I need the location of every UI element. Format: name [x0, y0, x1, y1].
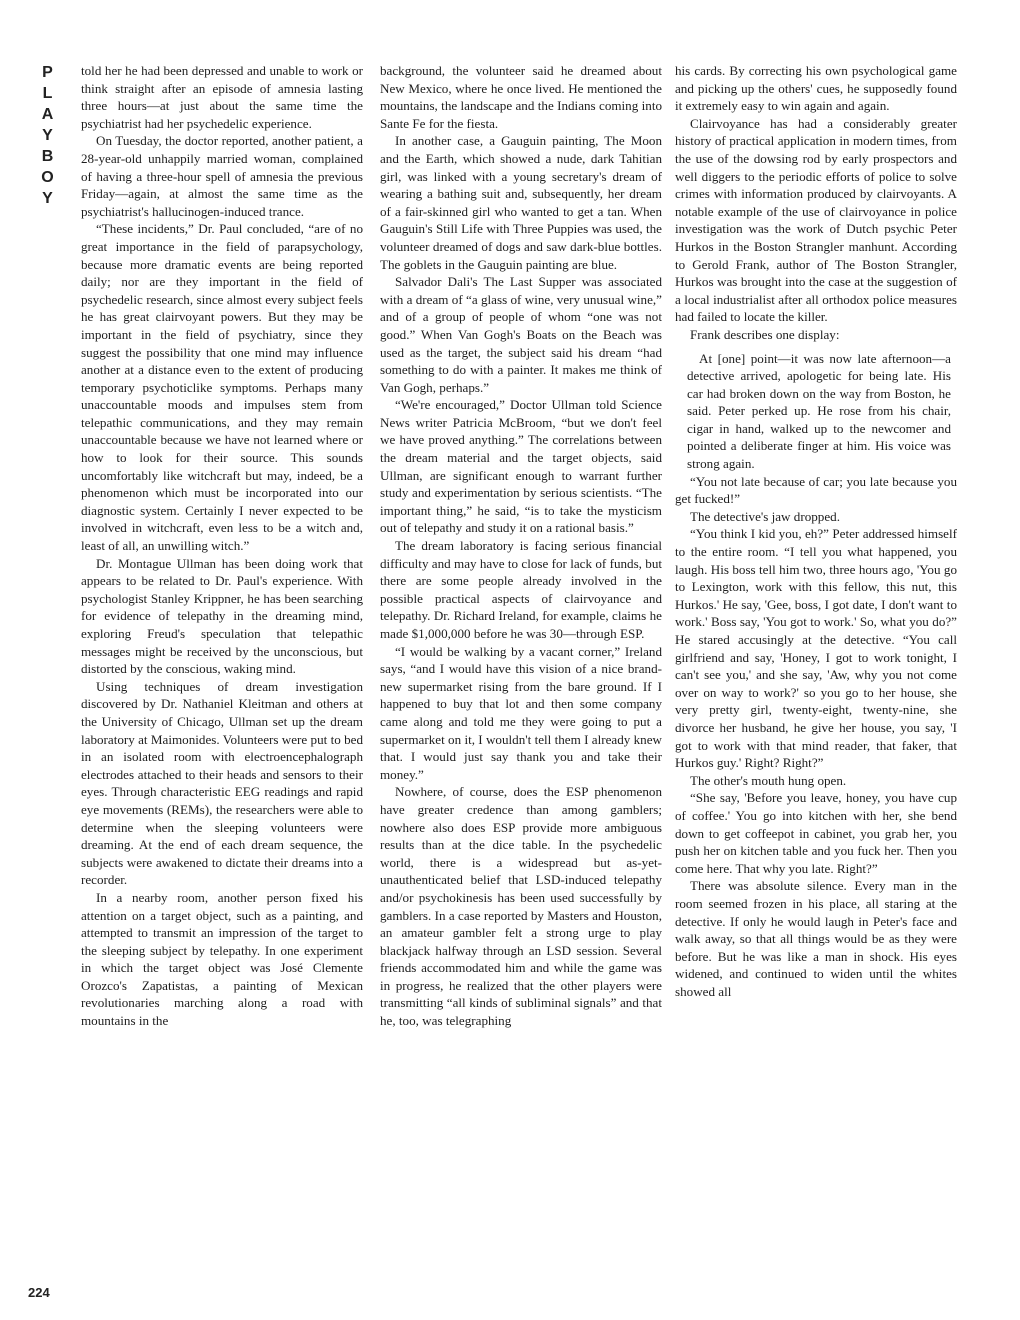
magazine-letter: Y: [42, 190, 54, 207]
paragraph: Using techniques of dream investigation discovered by Dr. Nathaniel Kleitman and others at the University of Chicago, Ullman set up the dream laboratory at Maimonides. Volunteers were put to bed in an isolated room with electroencephalograph electrodes attached to their heads and sensors to their eyes. Through characteristic EEG readings and rapid eye movements (REMs), the researchers were able to determine when the sleeping volunteers were dreaming. At the end of each dream sequence, the subjects were awakened to dictate their dreams into a recorder.: [81, 678, 363, 888]
paragraph: There was absolute silence. Every man in the room seemed frozen in his place, all staring at the detective. If only he would laugh in Peter's face and walk away, so that all things would be as they were before. But he was like a man in shock. His eyes widened, and continued to widen until the whites showed all: [675, 878, 957, 999]
paragraph: “She say, 'Before you leave, honey, you have cup of coffee.' You go into kitchen with her, she bend down to get coffeepot in cabinet, you grab her, you push her on kitchen table and you fuck her. Then you come here. That why you late. Right?”: [675, 790, 957, 876]
paragraph: Clairvoyance has had a considerably greater history of practical application in modern times, from the use of the dowsing rod by early prospectors and well diggers to the periodic efforts of police to solve crimes with information produced by clairvoyants. A notable example of the use of clairvoyance in police investigation was the work of Dutch psychic Peter Hurkos in the Boston Strangler manhunt. According to Gerold Frank, author of The Boston Strangler, Hurkos was brought into the case at the suggestion of a local industrialist after all orthodox police measures had failed to locate the killer.: [675, 115, 957, 325]
magazine-letter: O: [41, 169, 55, 186]
magazine-letter: Y: [42, 127, 54, 144]
paragraph: The other's mouth hung open.: [690, 772, 847, 788]
paragraph: The detective's jaw dropped.: [690, 508, 840, 524]
page-number: 224: [28, 1285, 50, 1300]
magazine-letter: L: [42, 85, 54, 102]
paragraph: Frank describes one display:: [690, 326, 840, 342]
magazine-letter: A: [41, 106, 55, 123]
paragraph: The dream laboratory is facing serious financial difficulty and may have to close for lack of funds, but there are some people already involved in the possible practical aspects of clairvoyance and telepathy. Dr. Richard Ireland, for example, claims he made $1,000,000 before he was 30—through ESP.: [380, 538, 662, 641]
paragraph: “You think I kid you, eh?” Peter addressed himself to the entire room. “I tell you what happened, you laugh. His boss tell him two, three hours ago, 'You go to Lexington, work with this fellow, this nut, this Hurkos.' He say, 'Gee, boss, I got date, I don't want to work.' Boss say, 'You got to work.' So, what you do?” He stared accusingly at the detective. “You call girlfriend and say, 'Honey, I got to work tonight, I can't see you,' and she say, 'Aw, why you not come over on way to work?' so you go to her house, she very pretty girl, twenty-eight, twenty-nine, she divorce her husband, he give her house, you say, 'I got to work with that mind reader, that faker, that Hurkos guy.' Right? Right?”: [675, 526, 957, 771]
article-column-3: [675, 62, 957, 1302]
paragraph: Dr. Montague Ullman has been doing work that appears to be related to Dr. Paul's experience. With psychologist Stanley Krippner, he has been searching for evidence of telepathy in the dreaming mind, exploring Freud's speculation that telepathic messages might be received by the unconscious, but distorted by the conscious, waking mind.: [81, 555, 363, 677]
magazine-name-vertical: [33, 62, 63, 209]
paragraph: told her he had been depressed and unable to work or think straight after an episode of amnesia lasting three hours—at just about the same time the psychiatrist had her psychedelic experience.: [81, 63, 363, 131]
article-column-2: [380, 62, 662, 1302]
block-quote: At [one] point—it was now late afternoon—a detective arrived, apologetic for being late. His car had broken down on the way from Boston, he said. Peter perked up. He rose from his chair, cigar in hand, walked up to the newcomer and pointed a deliberate finger at him. His voice was strong again.: [687, 350, 951, 472]
paragraph: “These incidents,” Dr. Paul concluded, “are of no great importance in the field of parapsychology, because more dramatic events are being reported daily; nor are they important in the field of psychedelic research, since almost every subject feels he has great clairvoyant powers. But they may be important in the field of psychiatry, since they suggest the possibility that one mind may influence another at a distance even to the extent of producing temporary psychoticlike symptoms. Perhaps many unaccountable moods and impulses stem from telepathic communications, and they may remain unaccountable because we have not learned where or how to look for their source. This sounds uncomfortably like witchcraft but may, indeed, be a phenomenon which must be incorporated into our diagnostic system. Certainly I never expected to be involved in witchcraft, even less to be a witch and, least of all, an unwilling witch.”: [81, 221, 363, 554]
paragraph: “You not late because of car; you late because you get fucked!”: [675, 473, 957, 507]
paragraph: Nowhere, of course, does the ESP phenomenon have greater credence than among gamblers; nowhere also does ESP provide more ambiguous results than at the dice table. In the psychedelic world, there is a widespread but as-yet-unauthenticated belief that LSD-induced telepathy and/or psychokinesis has been used successfully by gamblers. In a case reported by Masters and Houston, an amateur gambler felt a strong urge to play blackjack halfway through an LSD session. Several friends accommodated him and while the game was in progress, he realized that the other players were transmitting “all kinds of subliminal signals” and that he, too, was telegraphing: [380, 784, 662, 1029]
paragraph: In another case, a Gauguin painting, The Moon and the Earth, which showed a nude, dark Tahitian girl, was linked with a young secretary's dream of wearing a bathing suit and, subsequently, her dream of a fair-skinned girl who wanted to get a tan. When Gauguin's Still Life with Three Puppies was used, the volunteer dreamed of dogs and saw dark-blue bottles. The goblets in the Gauguin painting are blue.: [380, 133, 662, 272]
paragraph: his cards. By correcting his own psychological game and picking up the others' cues, he supposedly found it extremely easy to win again and again.: [675, 63, 957, 114]
magazine-letter: B: [41, 148, 55, 165]
magazine-letter: P: [42, 64, 54, 81]
paragraph: Salvador Dali's The Last Supper was associated with a dream of “a glass of wine, very unusual wine,” and of a group of people of whom “one was not good.” When Van Gogh's Boats on the Beach was used as the target, the subject said his dream “had something to do with a painter. It makes me think of Van Gogh, perhaps.”: [380, 274, 662, 395]
paragraph: “I would be walking by a vacant corner,” Ireland says, “and I would have this vision of a nice brand-new supermarket rising from the bare ground. If I happened to buy that lot and then some company came along and told me they were going to put a supermarket on it, I wouldn't tell them I already knew that. I would just say thank you and take their money.”: [380, 643, 662, 782]
paragraph: background, the volunteer said he dreamed about New Mexico, where he once lived. He mentioned the mountains, the landscape and the Indians coming into Sante Fe for the fiesta.: [380, 63, 662, 131]
article-column-1: [81, 62, 363, 1302]
paragraph: In a nearby room, another person fixed his attention on a target object, such as a painting, and attempted to transmit an impression of the target to the sleeping subject by telepathy. In one experiment in which the target object was José Clemente Orozco's Zapatistas, a painting of Mexican revolutionaries marching along a road with mountains in the: [81, 889, 363, 1029]
paragraph: “We're encouraged,” Doctor Ullman told Science News writer Patricia McBroom, “but we don't feel we have proved anything.” The correlations between the dream material and the target objects, said Ullman, are significant enough to warrant further study and experimentation by serious scientists. “The important thing,” he said, “is to take the mysticism out of telepathy and study it on a rational basis.”: [380, 397, 662, 536]
paragraph: On Tuesday, the doctor reported, another patient, a 28-year-old unhappily married woman, complained of having a three-hour spell of amnesia the previous Friday—again, at almost the same time as the psychiatrist's hallucinogen-induced trance.: [81, 133, 363, 219]
